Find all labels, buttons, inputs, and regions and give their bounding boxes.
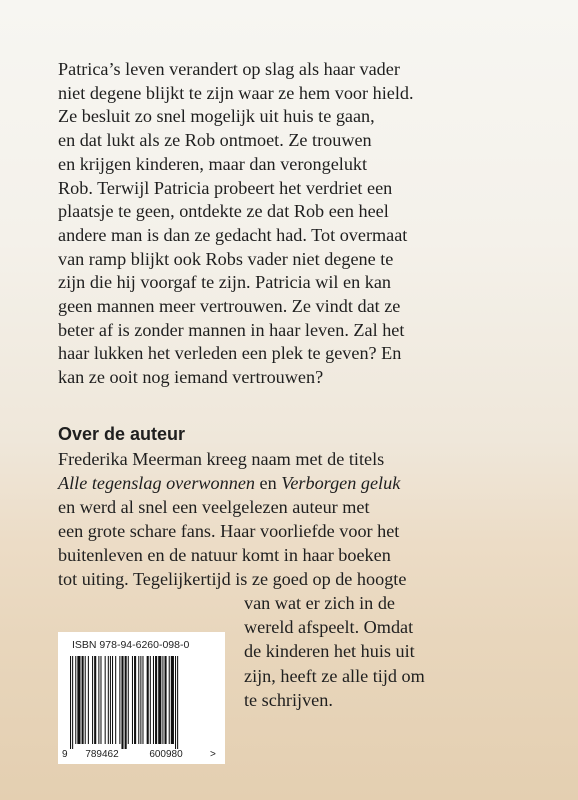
blurb-line: haar lukken het verleden een plek te geven? En bbox=[58, 343, 402, 364]
blurb-line: Rob. Terwijl Patricia probeert het verdriet een bbox=[58, 177, 393, 198]
barcode-bar bbox=[115, 656, 116, 744]
barcode-bar bbox=[85, 656, 86, 744]
barcode-digit-lead: 9 bbox=[62, 749, 68, 760]
back-cover-blurb bbox=[58, 58, 528, 390]
blurb-line: van ramp blijkt ook Robs vader niet degene te bbox=[58, 248, 394, 269]
bio-line: te schrijven. bbox=[244, 689, 333, 710]
isbn-number: ISBN 978-94-6260-098-0 bbox=[72, 639, 190, 651]
barcode-bar bbox=[150, 656, 151, 744]
barcode-bar bbox=[70, 656, 71, 749]
blurb-line: geen mannen meer vertrouwen. Ze vindt dat ze bbox=[58, 296, 401, 317]
book-title-2: Verborgen geluk bbox=[281, 473, 401, 493]
author-bio-top bbox=[58, 447, 406, 591]
barcode-bar bbox=[128, 656, 129, 744]
barcode-bar bbox=[94, 656, 96, 744]
barcode-bar bbox=[92, 656, 93, 744]
barcode-bar bbox=[153, 656, 154, 744]
blurb-line: plaatsje te geen, ontdekte ze dat Rob een heel bbox=[58, 201, 389, 222]
bio-line: zijn, heeft ze alle tijd om bbox=[244, 665, 425, 686]
barcode-bar bbox=[155, 656, 157, 744]
blurb-line: Patrica’s leven verandert op slag als haar vader bbox=[58, 59, 400, 79]
barcode-bar bbox=[175, 656, 176, 749]
blurb-line: en dat lukt als ze Rob ontmoet. Ze trouwen bbox=[58, 130, 372, 151]
barcode-bar bbox=[77, 656, 80, 744]
barcode-bar bbox=[75, 656, 76, 744]
blurb-line: andere man is dan ze gedacht had. Tot overmaat bbox=[58, 224, 408, 245]
barcode-bar bbox=[72, 656, 73, 749]
barcode-digits-right: 600980 bbox=[149, 749, 183, 760]
barcode-bar bbox=[100, 656, 101, 744]
author-bio-bottom bbox=[244, 591, 425, 712]
bio-line: en werd al snel een veelgelezen auteur met bbox=[58, 497, 370, 517]
bio-connector: en bbox=[254, 473, 282, 493]
blurb-line: kan ze ooit nog iemand vertrouwen? bbox=[58, 367, 324, 388]
barcode-bar bbox=[98, 656, 99, 744]
barcode-bar bbox=[134, 656, 136, 744]
barcode-bar bbox=[88, 656, 89, 744]
barcode-bar bbox=[132, 656, 133, 744]
barcode-bar bbox=[158, 656, 161, 744]
barcode-digits-left: 789462 bbox=[85, 749, 119, 760]
barcode-arrow: > bbox=[210, 749, 216, 760]
barcode-bar bbox=[177, 656, 178, 749]
bio-line-titles bbox=[58, 471, 406, 495]
barcode-bar bbox=[121, 656, 123, 749]
barcode-bar bbox=[142, 656, 143, 744]
barcode-bar bbox=[82, 656, 84, 744]
barcode-bar bbox=[108, 656, 109, 744]
about-author-heading: Over de auteur bbox=[58, 424, 186, 444]
barcode-bar bbox=[112, 656, 113, 744]
blurb-line: niet degene blijkt te zijn waar ze hem voor hield. bbox=[58, 82, 414, 103]
blurb-line: beter af is zonder mannen in haar leven. Zal het bbox=[58, 319, 405, 340]
book-title-1: Alle tegenslag overwonnen bbox=[58, 473, 255, 493]
barcode-bar bbox=[138, 656, 139, 744]
barcode-bar bbox=[147, 656, 149, 744]
bio-line: Frederika Meerman kreeg naam met de titels bbox=[58, 449, 385, 469]
barcode-bars bbox=[70, 656, 178, 749]
barcode-bar bbox=[171, 656, 174, 744]
barcode-bar bbox=[162, 656, 163, 744]
bio-line: van wat er zich in de bbox=[244, 593, 395, 613]
barcode-bar bbox=[140, 656, 141, 744]
barcode-bar bbox=[105, 656, 106, 744]
barcode-bar bbox=[169, 656, 170, 744]
barcode-graphic bbox=[58, 632, 225, 764]
barcode-bar bbox=[125, 656, 127, 749]
blurb-line: zijn die hij voorgaf te zijn. Patricia wil en kan bbox=[58, 272, 392, 293]
blurb-line: en krijgen kinderen, maar dan verongelukt bbox=[58, 153, 368, 174]
blurb-line: Ze besluit zo snel mogelijk uit huis te gaan, bbox=[58, 106, 375, 127]
barcode-bar bbox=[165, 656, 167, 744]
bio-line: de kinderen het huis uit bbox=[244, 641, 415, 662]
bio-line: wereld afspeelt. Omdat bbox=[244, 617, 414, 638]
barcode-bar bbox=[110, 656, 111, 744]
bio-line: buitenleven en de natuur komt in haar boeken bbox=[58, 545, 391, 565]
barcode-bar bbox=[119, 656, 120, 744]
bio-line: een grote schare fans. Haar voorliefde voor het bbox=[58, 521, 400, 541]
isbn-barcode-label bbox=[58, 632, 225, 764]
bio-line: tot uiting. Tegelijkertijd is ze goed op de hoogte bbox=[58, 569, 407, 589]
